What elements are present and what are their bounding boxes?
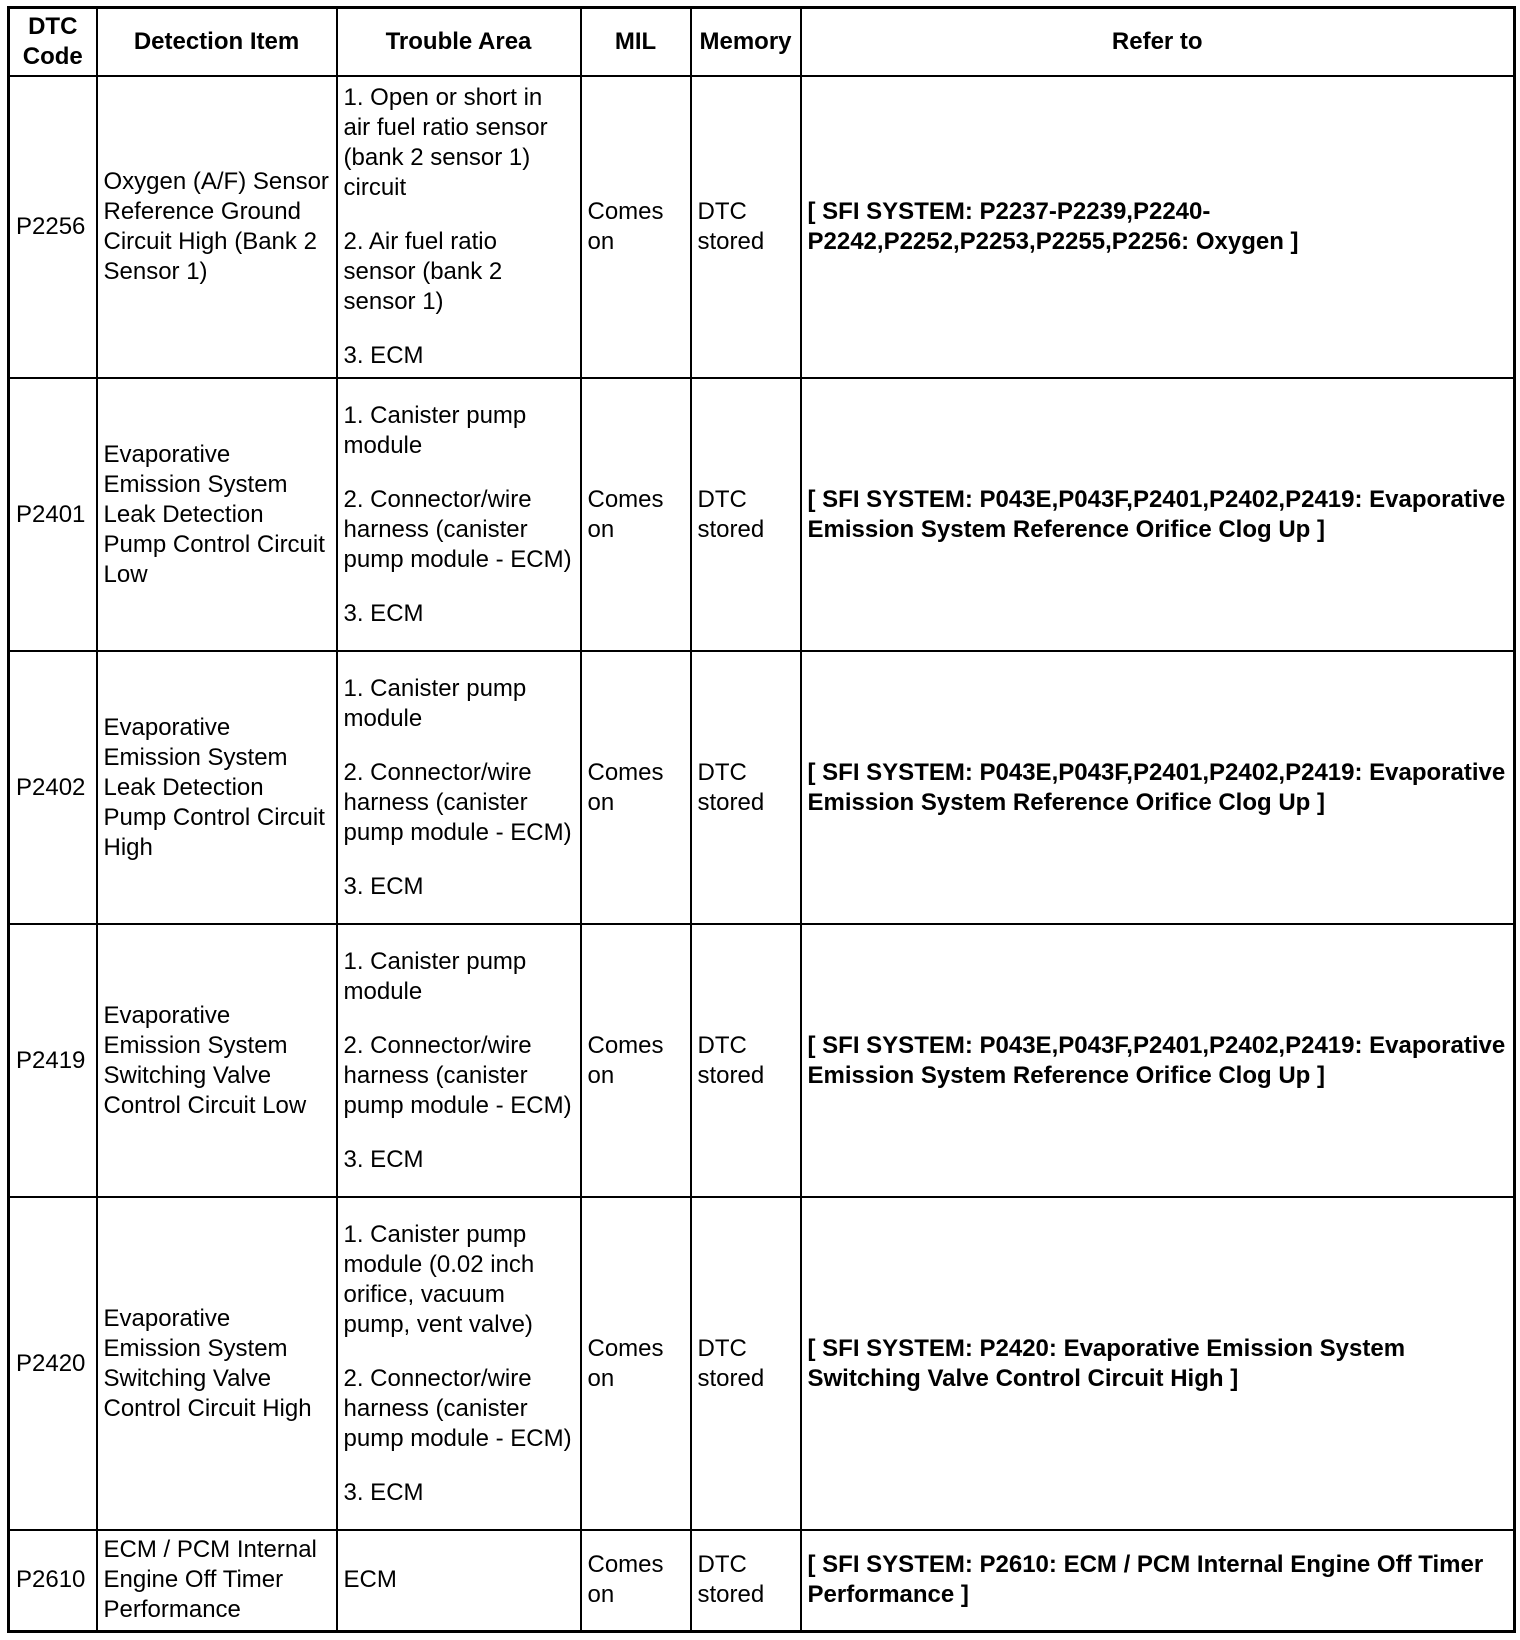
- detection-item-cell: ECM / PCM Internal Engine Off Timer Performance: [97, 1530, 337, 1631]
- memory-cell: DTC stored: [691, 651, 801, 924]
- header-dtc-code: DTC Code: [9, 8, 97, 77]
- dtc-code-cell: P2402: [9, 651, 97, 924]
- trouble-area-item: 1. Canister pump module: [343, 674, 527, 732]
- trouble-area-cell: [337, 1197, 581, 1530]
- trouble-area-cell: [337, 76, 581, 378]
- refer-to-link[interactable]: [ SFI SYSTEM: P043E,P043F,P2401,P2402,P2419: Evaporative Emission System Reference Orifice Clog Up ]: [801, 651, 1515, 924]
- dtc-code-cell: P2610: [9, 1530, 97, 1631]
- mil-cell: Comes on: [581, 924, 691, 1197]
- trouble-area-item: 2. Connector/wire harness (canister pump module - ECM): [343, 1364, 572, 1452]
- refer-to-link[interactable]: [ SFI SYSTEM: P043E,P043F,P2401,P2402,P2419: Evaporative Emission System Reference Orifice Clog Up ]: [801, 924, 1515, 1197]
- trouble-area-item: 1. Canister pump module: [343, 947, 527, 1005]
- memory-cell: DTC stored: [691, 1530, 801, 1631]
- header-detection-item: Detection Item: [97, 8, 337, 77]
- refer-to-link[interactable]: [ SFI SYSTEM: P2237-P2239,P2240-P2242,P2252,P2253,P2255,P2256: Oxygen ]: [801, 76, 1515, 378]
- memory-cell: DTC stored: [691, 1197, 801, 1530]
- refer-to-link[interactable]: [ SFI SYSTEM: P043E,P043F,P2401,P2402,P2419: Evaporative Emission System Reference Orifice Clog Up ]: [801, 378, 1515, 651]
- mil-cell: Comes on: [581, 378, 691, 651]
- table-row: [9, 378, 1515, 651]
- trouble-area-cell: [337, 651, 581, 924]
- trouble-area-item: 1. Canister pump module: [343, 401, 527, 459]
- trouble-area-item: 1. Open or short in air fuel ratio sensor (bank 2 sensor 1) circuit: [343, 84, 548, 201]
- header-row: [9, 8, 1515, 77]
- dtc-table: [7, 6, 1516, 1633]
- dtc-code-cell: P2419: [9, 924, 97, 1197]
- trouble-area-cell: [337, 924, 581, 1197]
- trouble-area-item: 2. Connector/wire harness (canister pump module - ECM): [343, 485, 572, 573]
- trouble-area-cell: ECM: [337, 1530, 581, 1631]
- dtc-code-cell: P2401: [9, 378, 97, 651]
- trouble-area-item: 1. Canister pump module (0.02 inch orifice, vacuum pump, vent valve): [343, 1220, 535, 1338]
- table-row: [9, 924, 1515, 1197]
- table-row: [9, 76, 1515, 378]
- trouble-area-item: 2. Air fuel ratio sensor (bank 2 sensor 1): [343, 228, 503, 315]
- trouble-area-item: 3. ECM: [343, 872, 424, 900]
- mil-cell: Comes on: [581, 1530, 691, 1631]
- memory-cell: DTC stored: [691, 378, 801, 651]
- detection-item-cell: Evaporative Emission System Leak Detection Pump Control Circuit Low: [97, 378, 337, 651]
- mil-cell: Comes on: [581, 651, 691, 924]
- mil-cell: Comes on: [581, 1197, 691, 1530]
- trouble-area-item: 2. Connector/wire harness (canister pump module - ECM): [343, 758, 572, 846]
- table-row: [9, 1530, 1515, 1631]
- refer-to-link[interactable]: [ SFI SYSTEM: P2610: ECM / PCM Internal Engine Off Timer Performance ]: [801, 1530, 1515, 1631]
- header-mil: MIL: [581, 8, 691, 77]
- header-memory: Memory: [691, 8, 801, 77]
- dtc-code-cell: P2256: [9, 76, 97, 378]
- memory-cell: DTC stored: [691, 76, 801, 378]
- table-row: [9, 1197, 1515, 1530]
- trouble-area-item: 3. ECM: [343, 1145, 424, 1173]
- detection-item-cell: Oxygen (A/F) Sensor Reference Ground Circuit High (Bank 2 Sensor 1): [97, 76, 337, 378]
- trouble-area-item: 2. Connector/wire harness (canister pump module - ECM): [343, 1031, 572, 1119]
- trouble-area-cell: [337, 378, 581, 651]
- detection-item-cell: Evaporative Emission System Leak Detection Pump Control Circuit High: [97, 651, 337, 924]
- trouble-area-item: 3. ECM: [343, 1478, 424, 1506]
- table-row: [9, 651, 1515, 924]
- trouble-area-item: 3. ECM: [343, 599, 424, 627]
- mil-cell: Comes on: [581, 76, 691, 378]
- refer-to-link[interactable]: [ SFI SYSTEM: P2420: Evaporative Emission System Switching Valve Control Circuit High ]: [801, 1197, 1515, 1530]
- detection-item-cell: Evaporative Emission System Switching Valve Control Circuit Low: [97, 924, 337, 1197]
- header-trouble-area: Trouble Area: [337, 8, 581, 77]
- header-refer-to: Refer to: [801, 8, 1515, 77]
- trouble-area-item: 3. ECM: [343, 342, 424, 369]
- dtc-code-cell: P2420: [9, 1197, 97, 1530]
- memory-cell: DTC stored: [691, 924, 801, 1197]
- detection-item-cell: Evaporative Emission System Switching Valve Control Circuit High: [97, 1197, 337, 1530]
